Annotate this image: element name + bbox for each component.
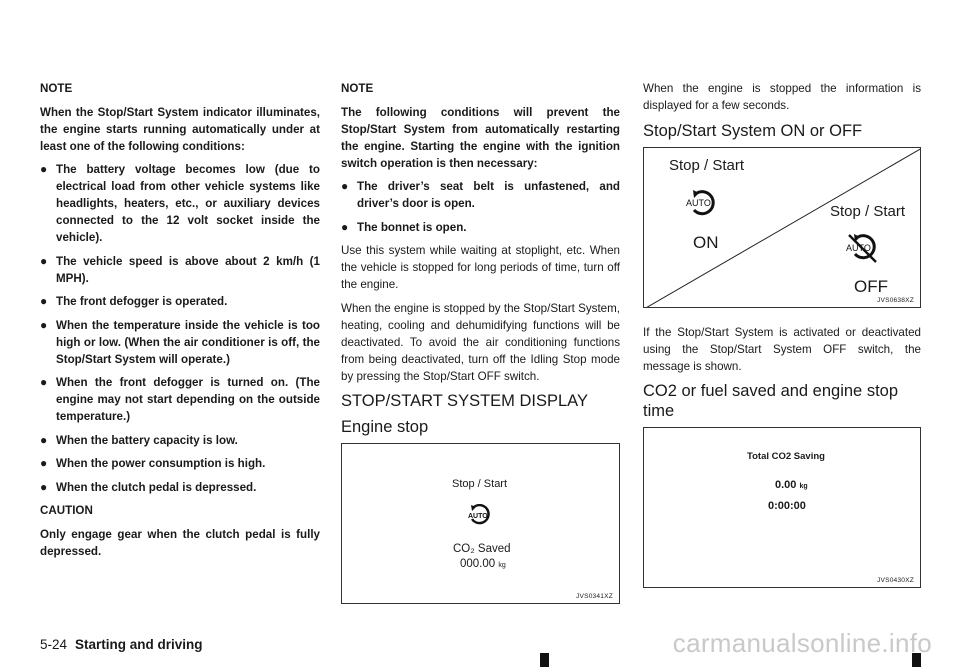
bullet-icon: ● bbox=[40, 456, 48, 470]
crop-mark bbox=[540, 653, 549, 667]
total-co2-title: Total CO2 Saving bbox=[747, 451, 825, 462]
bullet-item: ● The driver’s seat belt is unfastened, and driver’s door is open. bbox=[341, 179, 620, 210]
watermark: carmanualsonline.info bbox=[672, 628, 932, 658]
bullet-icon: ● bbox=[341, 219, 349, 234]
figure-on-off bbox=[643, 147, 921, 308]
co2-value: 000.00 bbox=[460, 558, 496, 570]
bullet-icon: ● bbox=[40, 479, 48, 494]
bullet-item: ● The battery voltage becomes low (due to electrical load from other vehicle systems like headlights, heaters, etc., or auxiliary devices connected to the 12 volt socket inside the vehicle). bbox=[40, 162, 320, 244]
note-heading: NOTE bbox=[341, 82, 374, 95]
svg-text:AUTO: AUTO bbox=[846, 242, 871, 253]
svg-text:AUTO: AUTO bbox=[468, 513, 488, 520]
display-title: Stop / Start bbox=[452, 478, 508, 490]
on-title: Stop / Start bbox=[669, 156, 745, 174]
bullet-icon: ● bbox=[40, 294, 48, 308]
auto-off-icon bbox=[845, 232, 879, 264]
column-right bbox=[643, 80, 921, 588]
bullet-item: ● The front defogger is operated. bbox=[40, 294, 228, 308]
column-left bbox=[40, 80, 320, 566]
bullet-icon: ● bbox=[40, 432, 48, 447]
off-title: Stop / Start bbox=[830, 202, 906, 220]
auto-on-icon bbox=[685, 189, 719, 217]
section-heading: STOP/START SYSTEM DISPLAY bbox=[341, 392, 588, 410]
section-name: Starting and driving bbox=[75, 637, 203, 652]
bullet-item: ● When the power consumption is high. bbox=[40, 456, 266, 470]
co2-unit: kg bbox=[799, 483, 808, 490]
stop-time: 0:00:00 bbox=[768, 500, 806, 512]
paragraph: If the Stop/Start System is activated or deactivated using the Stop/Start System OFF switch, the message is shown. bbox=[643, 325, 921, 373]
note-heading: NOTE bbox=[40, 82, 73, 95]
section-heading: CO2 or fuel saved and engine stop time bbox=[643, 382, 899, 420]
svg-text:AUTO: AUTO bbox=[686, 197, 711, 208]
page-footer bbox=[40, 637, 203, 652]
paragraph: When the engine is stopped the information is displayed for a few seconds. bbox=[643, 82, 921, 112]
bullet-icon: ● bbox=[40, 317, 48, 332]
bullet-icon: ● bbox=[40, 253, 48, 268]
co2-saved-label: CO₂ Saved bbox=[453, 543, 511, 555]
section-heading: Stop/Start System ON or OFF bbox=[643, 121, 863, 140]
bullet-item: ● The vehicle speed is above about 2 km/h (1 MPH). bbox=[40, 253, 320, 285]
figure-code: JVS0638XZ bbox=[877, 296, 914, 304]
bullet-item: ● When the front defogger is turned on. (The engine may not start depending on the outside temperature.) bbox=[40, 375, 320, 423]
column-middle bbox=[341, 80, 620, 604]
on-label: ON bbox=[693, 232, 719, 252]
co2-value-row bbox=[460, 558, 506, 570]
note-intro: When the Stop/Start System indicator illuminates, the engine starts running automatically under at least one of the following conditions: bbox=[40, 105, 320, 153]
off-label: OFF bbox=[854, 276, 888, 296]
note-intro: The following conditions will prevent the Stop/Start System from automatically restarting the engine. Starting the engine with the ignition switch operation is then necessary: bbox=[341, 105, 620, 170]
co2-unit: kg bbox=[498, 562, 506, 569]
figure-code: JVS0430XZ bbox=[877, 577, 914, 584]
co2-value-row bbox=[775, 479, 808, 491]
co2-value: 0.00 bbox=[775, 479, 797, 491]
caution-text: Only engage gear when the clutch pedal is fully depressed. bbox=[40, 527, 320, 558]
bullet-item: ● When the battery capacity is low. bbox=[40, 432, 238, 447]
auto-stop-icon bbox=[467, 504, 493, 526]
figure-engine-stop bbox=[341, 443, 620, 604]
figure-code: JVS0341XZ bbox=[576, 593, 613, 600]
bullet-icon: ● bbox=[40, 162, 48, 176]
bullet-item: ● When the clutch pedal is depressed. bbox=[40, 479, 257, 494]
bullet-icon: ● bbox=[40, 375, 48, 389]
caution-heading: CAUTION bbox=[40, 504, 93, 517]
sub-heading: Engine stop bbox=[341, 418, 429, 436]
page-number: 5-24 bbox=[40, 637, 68, 652]
bullet-item: ● The bonnet is open. bbox=[341, 219, 467, 234]
paragraph: When the engine is stopped by the Stop/Start System, heating, cooling and dehumidifying functions will be deactivated. To avoid the air conditioning functions from being deactivated, turn off the Idling Stop mode by pressing the Stop/Start OFF switch. bbox=[341, 301, 620, 383]
bullet-item: ● When the temperature inside the vehicle is too high or low. (When the air conditioner is off, the Stop/Start System will operate.) bbox=[40, 317, 320, 366]
bullet-icon: ● bbox=[341, 179, 349, 193]
paragraph: Use this system while waiting at stoplight, etc. When the vehicle is stopped for long periods of time, turn off the engine. bbox=[341, 244, 620, 291]
figure-co2-saving bbox=[643, 427, 921, 588]
